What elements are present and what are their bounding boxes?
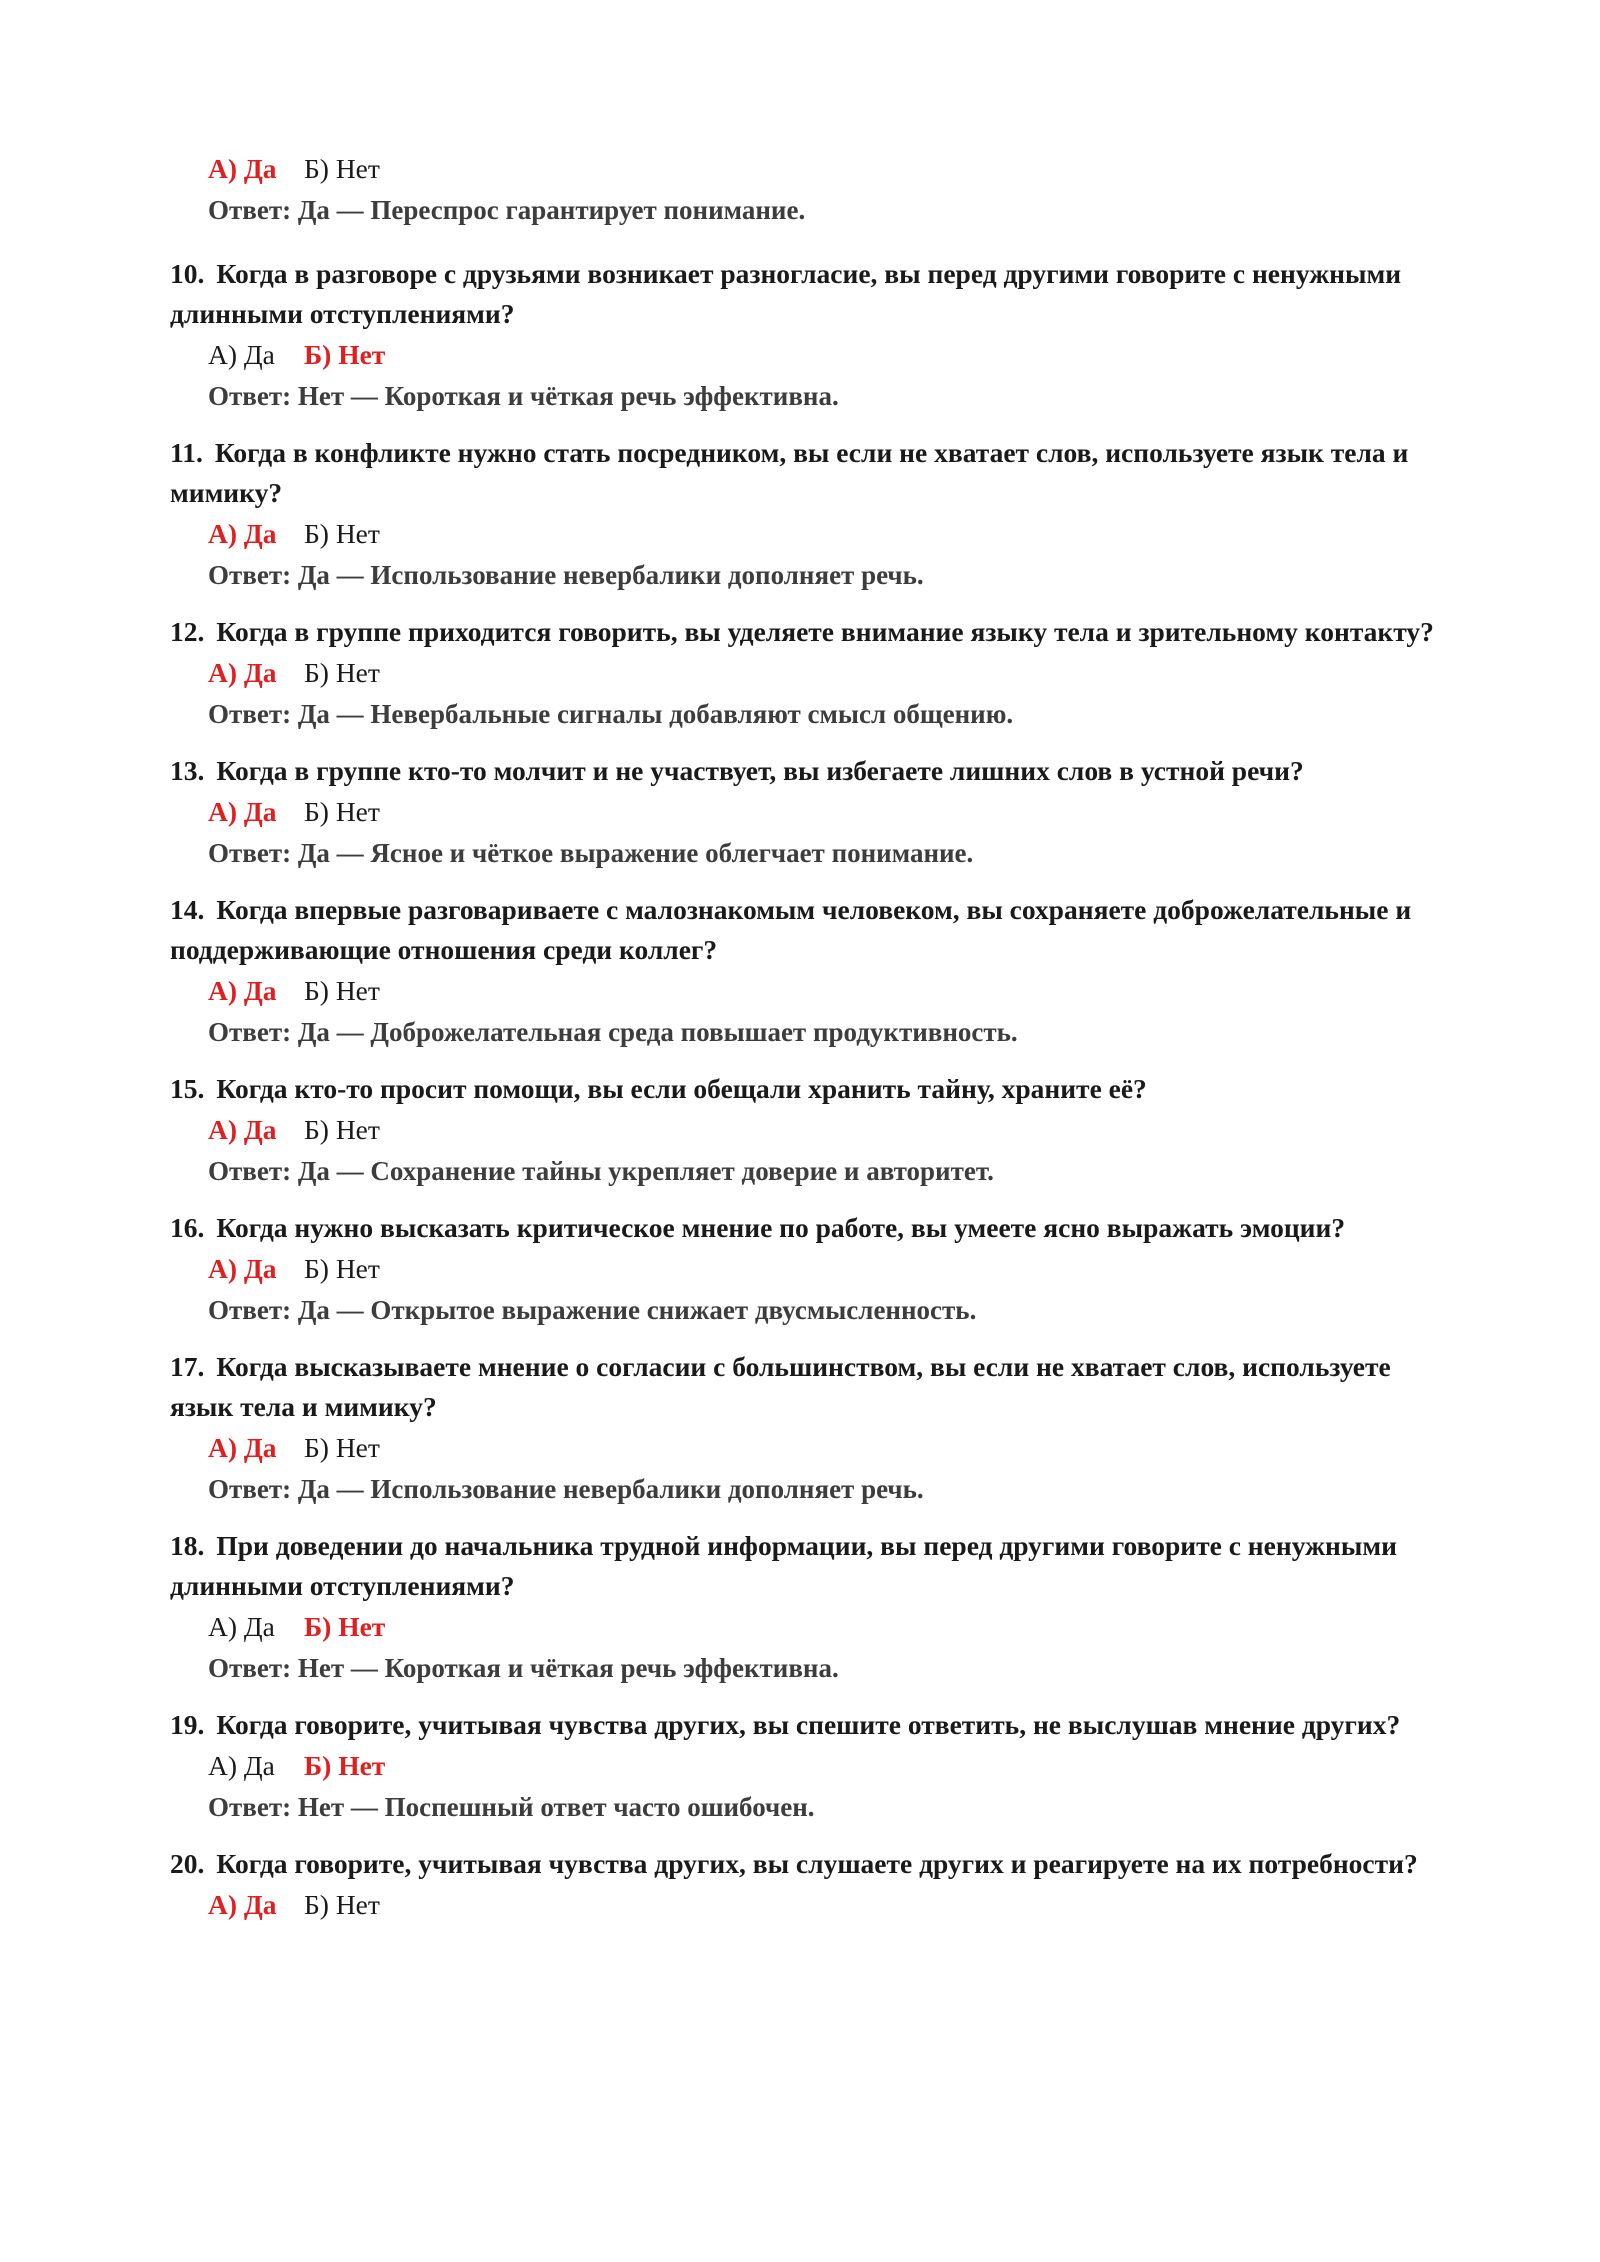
option-b[interactable]: Б) Нет bbox=[304, 339, 386, 370]
question-text bbox=[170, 433, 1440, 513]
answer-line: Ответ: Да — Сохранение тайны укрепляет доверие и авторитет. bbox=[208, 1156, 994, 1186]
question-text bbox=[170, 612, 1440, 652]
answer-line: Ответ: Да — Невербальные сигналы добавляют смысл общению. bbox=[208, 699, 1014, 729]
question-body: Когда высказываете мнение о согласии с большинством, вы если не хватает слов, используете язык тела и мимику? bbox=[170, 1351, 1391, 1422]
option-a[interactable]: А) Да bbox=[208, 1114, 277, 1145]
answer-line: Ответ: Да — Ясное и чёткое выражение облегчает понимание. bbox=[208, 838, 974, 868]
question-text bbox=[170, 1347, 1440, 1427]
question-block bbox=[0, 1069, 1600, 1192]
option-b[interactable]: Б) Нет bbox=[304, 1114, 380, 1145]
option-b[interactable]: Б) Нет bbox=[304, 657, 380, 688]
option-b[interactable]: Б) Нет bbox=[304, 1253, 380, 1284]
question-block bbox=[0, 433, 1600, 596]
option-b[interactable]: Б) Нет bbox=[304, 518, 380, 549]
question-number: 14. bbox=[170, 894, 205, 925]
question-body: Когда кто-то просит помощи, вы если обещали хранить тайну, храните её? bbox=[216, 1073, 1147, 1104]
answer-line: Ответ: Нет — Короткая и чёткая речь эффективна. bbox=[208, 381, 839, 411]
question-body: Когда нужно высказать критическое мнение по работе, вы умеете ясно выражать эмоции? bbox=[216, 1212, 1346, 1243]
question-text bbox=[170, 1208, 1440, 1248]
options-row bbox=[208, 1745, 1600, 1786]
question-text bbox=[170, 751, 1440, 791]
question-body: Когда впервые разговариваете с малознакомым человеком, вы сохраняете доброжелательные и поддерживающие отношения среди коллег? bbox=[170, 894, 1412, 965]
question-body: Когда говорите, учитывая чувства других, вы спешите ответить, не выслушав мнение других? bbox=[216, 1709, 1401, 1740]
question-number: 10. bbox=[170, 258, 205, 289]
question-body: Когда говорите, учитывая чувства других, вы слушаете других и реагируете на их потребности? bbox=[216, 1848, 1418, 1879]
option-b[interactable]: Б) Нет bbox=[304, 153, 380, 184]
option-b[interactable]: Б) Нет bbox=[304, 796, 380, 827]
options-row bbox=[208, 791, 1600, 832]
option-b[interactable]: Б) Нет bbox=[304, 1750, 386, 1781]
options-row bbox=[208, 1884, 1600, 1925]
answer-line: Ответ: Да — Открытое выражение снижает двусмысленность. bbox=[208, 1295, 977, 1325]
answer-line: Ответ: Нет — Поспешный ответ часто ошибочен. bbox=[208, 1792, 815, 1822]
question-block bbox=[0, 1208, 1600, 1331]
option-a[interactable]: А) Да bbox=[208, 657, 277, 688]
option-a[interactable]: А) Да bbox=[208, 1750, 275, 1781]
question-block bbox=[0, 751, 1600, 874]
question-text bbox=[170, 1526, 1440, 1606]
option-a[interactable]: А) Да bbox=[208, 1253, 277, 1284]
option-b[interactable]: Б) Нет bbox=[304, 975, 380, 1006]
question-number: 13. bbox=[170, 755, 205, 786]
options-row bbox=[208, 1606, 1600, 1647]
question-number: 11. bbox=[170, 437, 203, 468]
question-number: 18. bbox=[170, 1530, 205, 1561]
option-a[interactable]: А) Да bbox=[208, 339, 275, 370]
question-body: Когда в конфликте нужно стать посредником, вы если не хватает слов, используете язык тела и мимику? bbox=[170, 437, 1409, 508]
question-block bbox=[0, 1844, 1600, 1925]
question-number: 16. bbox=[170, 1212, 205, 1243]
option-a[interactable]: А) Да bbox=[208, 1611, 275, 1642]
question-block bbox=[0, 1526, 1600, 1689]
question-block bbox=[0, 1347, 1600, 1510]
question-body: При доведении до начальника трудной информации, вы перед другими говорите с ненужными длинными отступлениями? bbox=[170, 1530, 1397, 1601]
question-block bbox=[0, 1705, 1600, 1828]
option-a[interactable]: А) Да bbox=[208, 1889, 277, 1920]
carryover-block bbox=[0, 148, 1600, 231]
options-row bbox=[208, 1427, 1600, 1468]
question-block bbox=[0, 612, 1600, 735]
question-body: Когда в группе приходится говорить, вы уделяете внимание языку тела и зрительному контакту? bbox=[216, 616, 1434, 647]
option-a[interactable]: А) Да bbox=[208, 518, 277, 549]
question-number: 20. bbox=[170, 1848, 205, 1879]
option-b[interactable]: Б) Нет bbox=[304, 1889, 380, 1920]
option-b[interactable]: Б) Нет bbox=[304, 1432, 380, 1463]
answer-line: Ответ: Да — Переспрос гарантирует понимание. bbox=[208, 195, 806, 225]
question-body: Когда в группе кто-то молчит и не участвует, вы избегаете лишних слов в устной речи? bbox=[216, 755, 1304, 786]
question-text bbox=[170, 1844, 1440, 1884]
question-number: 19. bbox=[170, 1709, 205, 1740]
question-block bbox=[0, 890, 1600, 1053]
question-number: 17. bbox=[170, 1351, 205, 1382]
option-b[interactable]: Б) Нет bbox=[304, 1611, 386, 1642]
option-a[interactable]: А) Да bbox=[208, 1432, 277, 1463]
question-body: Когда в разговоре с друзьями возникает разногласие, вы перед другими говорите с ненужными длинными отступлениями? bbox=[170, 258, 1402, 329]
question-text bbox=[170, 254, 1440, 334]
options-row bbox=[208, 970, 1600, 1011]
answer-line: Ответ: Нет — Короткая и чёткая речь эффективна. bbox=[208, 1653, 839, 1683]
question-list bbox=[0, 254, 1600, 1941]
option-a[interactable]: А) Да bbox=[208, 796, 277, 827]
answer-line: Ответ: Да — Использование невербалики дополняет речь. bbox=[208, 560, 924, 590]
options-row bbox=[208, 513, 1600, 554]
answer-line: Ответ: Да — Использование невербалики дополняет речь. bbox=[208, 1474, 924, 1504]
option-a[interactable]: А) Да bbox=[208, 975, 277, 1006]
question-text bbox=[170, 1705, 1440, 1745]
options-row bbox=[208, 148, 1600, 189]
question-number: 15. bbox=[170, 1073, 205, 1104]
question-text bbox=[170, 890, 1440, 970]
options-row bbox=[208, 1109, 1600, 1150]
options-row bbox=[208, 1248, 1600, 1289]
options-row bbox=[208, 334, 1600, 375]
options-row bbox=[208, 652, 1600, 693]
option-a[interactable]: А) Да bbox=[208, 153, 277, 184]
question-number: 12. bbox=[170, 616, 205, 647]
question-text bbox=[170, 1069, 1440, 1109]
question-block bbox=[0, 254, 1600, 417]
answer-line: Ответ: Да — Доброжелательная среда повышает продуктивность. bbox=[208, 1017, 1018, 1047]
